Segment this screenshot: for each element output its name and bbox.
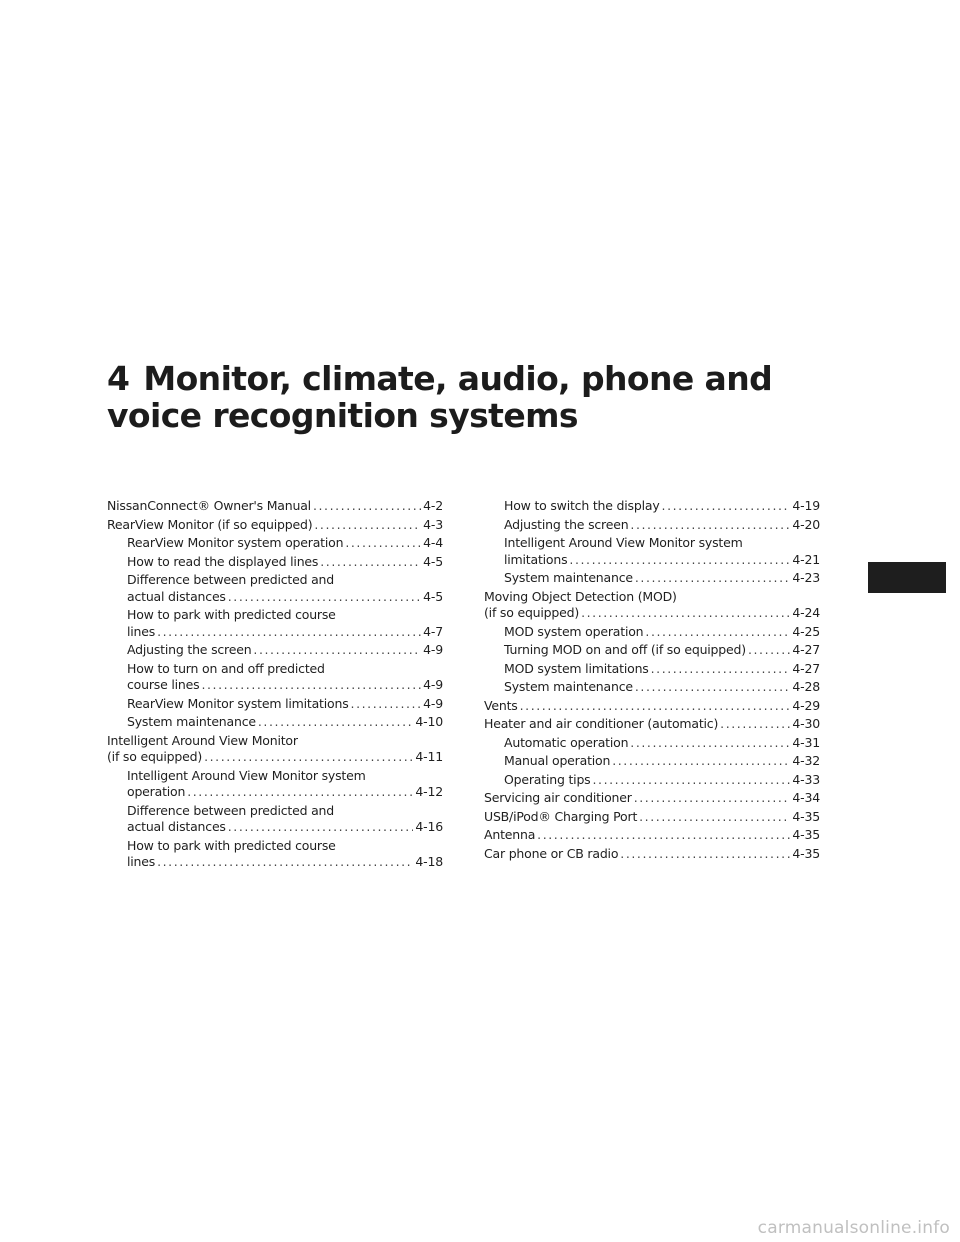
toc-entry-row — [484, 846, 820, 863]
toc-entry[interactable] — [107, 768, 443, 801]
toc-entry-row — [504, 570, 820, 587]
toc-spacer — [107, 871, 443, 873]
toc-entry-text: Car phone or CB radio — [484, 845, 619, 861]
toc-entry[interactable] — [107, 803, 443, 836]
toc-page-number: 4-35 — [792, 808, 820, 824]
chapter-title-line2: voice recognition systems — [107, 396, 578, 435]
toc-entry-text: Adjusting the screen — [504, 516, 629, 532]
toc-entry-row — [504, 679, 820, 696]
toc-entry-text: Difference between predicted and — [127, 802, 335, 818]
toc-page-number: 4-27 — [792, 660, 820, 676]
dot-leader — [314, 517, 421, 534]
toc-entry[interactable] — [107, 733, 443, 766]
toc-page-number: 4-4 — [423, 535, 443, 550]
toc-entry[interactable] — [107, 572, 443, 605]
toc-entry[interactable] — [484, 698, 820, 715]
toc-entry[interactable] — [107, 714, 443, 731]
toc-entry-text: (if so equipped) — [484, 605, 580, 620]
toc-page-number: 4-34 — [792, 790, 820, 805]
toc-entry-row — [107, 498, 443, 515]
toc-entry[interactable] — [484, 624, 820, 641]
toc-entry[interactable] — [484, 827, 820, 844]
toc-page-number: 4-23 — [792, 570, 820, 585]
toc-entry-text: NissanConnect® Owner's Manual — [107, 498, 311, 513]
toc-entry-row — [504, 624, 820, 641]
toc-entry-row — [504, 517, 820, 534]
toc-entry-row — [127, 535, 443, 552]
toc-entry[interactable] — [484, 716, 820, 733]
toc-entry-text: How to turn on and off predicted — [127, 660, 325, 676]
toc-page-number: 4-20 — [792, 516, 820, 532]
toc-entry-row — [504, 661, 820, 678]
toc-entry-row — [484, 716, 820, 733]
toc-page-number: 4-5 — [423, 588, 443, 604]
toc-page-number: 4-16 — [415, 819, 443, 834]
toc-entry[interactable] — [107, 838, 443, 871]
dot-leader — [157, 854, 413, 871]
dot-leader — [620, 846, 790, 863]
watermark: carmanualsonline.info — [757, 1218, 950, 1238]
dot-leader — [593, 772, 791, 789]
toc-entry-text: limitations — [504, 551, 568, 567]
toc-page-number: 4-33 — [792, 771, 820, 787]
toc-entry-row — [127, 854, 443, 871]
toc-entry-text: Automatic operation — [504, 734, 629, 750]
dot-leader — [313, 498, 421, 515]
dot-leader — [651, 661, 791, 678]
toc-entry[interactable] — [484, 679, 820, 696]
toc-entry-text: USB/iPod® Charging Port — [484, 808, 638, 824]
toc-entry[interactable] — [484, 790, 820, 807]
toc-page-number: 4-19 — [792, 498, 820, 513]
dot-leader — [634, 790, 791, 807]
toc-entry-text: (if so equipped) — [107, 749, 203, 764]
toc-entry-row — [127, 642, 443, 659]
dot-leader — [157, 624, 421, 641]
toc-entry-text: Intelligent Around View Monitor system — [127, 767, 366, 783]
toc-page-number: 4-3 — [423, 516, 443, 532]
dot-leader — [537, 827, 790, 844]
toc-entry-text: How to switch the display — [504, 498, 660, 513]
toc-entry[interactable] — [107, 696, 443, 713]
toc-entry[interactable] — [484, 642, 820, 659]
toc-entry[interactable] — [484, 498, 820, 515]
toc-entry-text: System maintenance — [127, 714, 256, 729]
toc-page-number: 4-11 — [415, 749, 443, 764]
toc-entry[interactable] — [484, 735, 820, 752]
toc-entry-text: Servicing air conditioner — [484, 790, 632, 805]
toc-entry-row — [504, 642, 820, 659]
dot-leader — [720, 716, 790, 733]
toc-entry[interactable] — [107, 517, 443, 534]
toc-entry-text: actual distances — [127, 819, 226, 834]
dot-leader — [635, 570, 791, 587]
chapter-title — [107, 360, 867, 434]
dot-leader — [204, 749, 413, 766]
toc-entry-text: System maintenance — [504, 570, 633, 585]
toc-entry[interactable] — [484, 589, 820, 622]
toc-page-number: 4-18 — [415, 854, 443, 869]
toc-entry-row — [127, 819, 443, 836]
toc-entry-text: Difference between predicted and — [127, 572, 335, 587]
toc-entry[interactable] — [484, 809, 820, 826]
dot-leader — [228, 819, 414, 836]
toc-entry-row — [504, 735, 820, 752]
dot-leader — [253, 642, 421, 659]
dot-leader — [258, 714, 414, 731]
toc-entry-text: RearView Monitor (if so equipped) — [107, 516, 313, 532]
toc-page-number: 4-21 — [792, 551, 820, 567]
dot-leader — [612, 753, 790, 770]
dot-leader — [520, 698, 791, 715]
toc-page-number: 4-31 — [792, 734, 820, 750]
toc-entry-text: How to park with predicted course — [127, 607, 336, 622]
dot-leader — [201, 677, 421, 694]
toc-page-number: 4-7 — [423, 623, 443, 639]
toc-page-number: 4-10 — [415, 714, 443, 729]
chapter-number: 4 — [107, 359, 130, 398]
toc-page-number: 4-5 — [423, 553, 443, 569]
toc-entry[interactable] — [107, 642, 443, 659]
toc-page-number: 4-35 — [792, 827, 820, 842]
toc-entry-text: Vents — [484, 697, 518, 713]
toc-entry[interactable] — [484, 517, 820, 534]
toc-page-number: 4-35 — [792, 845, 820, 861]
dot-leader — [228, 589, 421, 606]
dot-leader — [351, 696, 422, 713]
dot-leader — [635, 679, 791, 696]
toc-entry-row — [127, 714, 443, 731]
toc-entry-text: Adjusting the screen — [127, 642, 252, 657]
toc-entry-text: System maintenance — [504, 679, 633, 694]
toc-entry[interactable] — [107, 607, 443, 640]
dot-leader — [748, 642, 790, 659]
toc-entry-text: Manual operation — [504, 753, 611, 768]
toc-entry-text: How to park with predicted course — [127, 837, 336, 853]
toc-entry-row — [127, 589, 443, 606]
toc-page-number: 4-9 — [423, 642, 443, 657]
toc-entry-row — [484, 698, 820, 715]
toc-entry-text: Antenna — [484, 827, 536, 842]
toc-page-number: 4-9 — [423, 677, 443, 692]
toc-entry[interactable] — [107, 535, 443, 552]
toc-entry-text: Moving Object Detection (MOD) — [484, 588, 677, 604]
toc-entry-text: course lines — [127, 677, 200, 692]
toc-entry-row — [504, 498, 820, 515]
toc-entry-text: How to read the displayed lines — [127, 553, 319, 569]
toc-entry-row — [127, 696, 443, 713]
toc-right-column — [484, 498, 820, 864]
toc-entry[interactable] — [484, 753, 820, 770]
toc-entry-row — [504, 552, 820, 569]
toc-entry[interactable] — [484, 846, 820, 863]
toc-page-number: 4-29 — [792, 697, 820, 713]
toc-entry-row — [127, 677, 443, 694]
toc-page-number: 4-27 — [792, 642, 820, 657]
toc-entry-row — [127, 554, 443, 571]
toc-entry-row — [127, 784, 443, 801]
dot-leader — [645, 624, 790, 641]
toc-entry[interactable] — [107, 498, 443, 515]
toc-entry[interactable] — [484, 772, 820, 789]
toc-page-number: 4-32 — [792, 753, 820, 768]
toc-entry-text: MOD system operation — [504, 623, 644, 639]
toc-entry-text: Intelligent Around View Monitor — [107, 732, 298, 748]
toc-spacer — [484, 862, 820, 864]
toc-entry-text: lines — [127, 854, 156, 869]
toc-entry-row — [484, 605, 820, 622]
toc-entry-row — [107, 517, 443, 534]
toc-page-number: 4-9 — [423, 695, 443, 711]
toc-entry[interactable] — [484, 535, 820, 568]
toc-entry[interactable] — [107, 661, 443, 694]
toc-page-number: 4-24 — [792, 605, 820, 620]
toc-entry[interactable] — [484, 570, 820, 587]
toc-entry-text: actual distances — [127, 588, 226, 604]
dot-leader — [581, 605, 790, 622]
toc-entry-text: RearView Monitor system operation — [127, 535, 344, 550]
toc-left-column — [107, 498, 443, 873]
chapter-tab-marker — [868, 562, 946, 593]
toc-entry-text: RearView Monitor system limitations — [127, 695, 349, 711]
dot-leader — [569, 552, 790, 569]
toc-entry-text: Turning MOD on and off (if so equipped) — [504, 642, 746, 657]
dot-leader — [639, 809, 790, 826]
dot-leader — [345, 535, 421, 552]
toc-entry-text: lines — [127, 623, 156, 639]
toc-entry-row — [484, 827, 820, 844]
dot-leader — [662, 498, 791, 515]
dot-leader — [630, 517, 790, 534]
toc-entry-row — [107, 749, 443, 766]
toc-entry-row — [504, 772, 820, 789]
toc-page-number: 4-28 — [792, 679, 820, 694]
toc-page-number: 4-12 — [415, 784, 443, 799]
toc-entry-row — [484, 790, 820, 807]
toc-page-number: 4-30 — [792, 716, 820, 731]
toc-entry-row — [504, 753, 820, 770]
toc-entry-text: Intelligent Around View Monitor system — [504, 535, 743, 550]
toc-entry-row — [484, 809, 820, 826]
toc-entry-text: operation — [127, 784, 186, 799]
toc-entry-row — [127, 624, 443, 641]
toc-page-number: 4-2 — [423, 498, 443, 513]
dot-leader — [187, 784, 413, 801]
chapter-title-line1: Monitor, climate, audio, phone and — [143, 359, 773, 398]
dot-leader — [320, 554, 421, 571]
toc-entry[interactable] — [484, 661, 820, 678]
toc-entry-text: MOD system limitations — [504, 660, 649, 676]
toc-entry-text: Heater and air conditioner (automatic) — [484, 716, 719, 731]
toc-entry-text: Operating tips — [504, 771, 591, 787]
toc-entry[interactable] — [107, 554, 443, 571]
dot-leader — [630, 735, 790, 752]
toc-page-number: 4-25 — [792, 623, 820, 639]
